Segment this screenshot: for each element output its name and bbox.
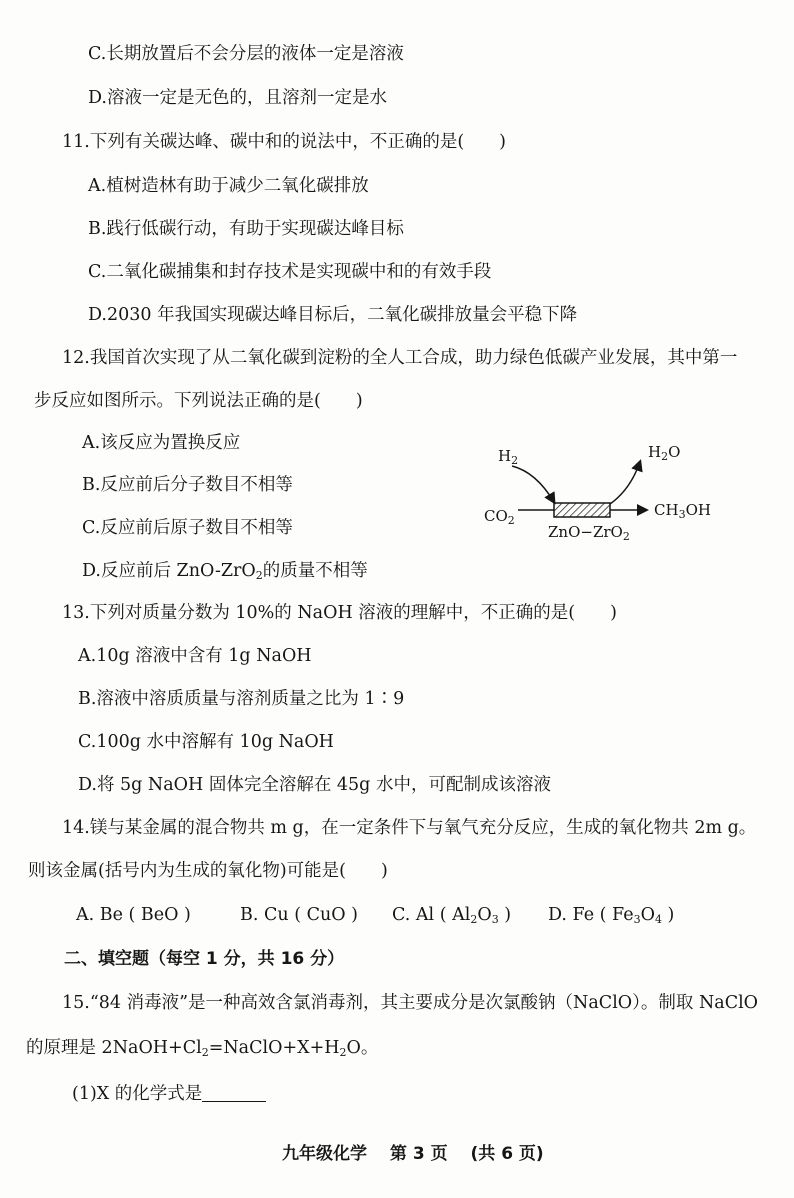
ch3oh-label: $CH_3OH$ <box>654 501 711 521</box>
q11-option-c: C.二氧化碳捕集和封存技术是实现碳中和的有效手段 <box>88 262 492 282</box>
catalyst-label: ZnO−ZrO$_2$ <box>548 523 630 543</box>
q11-stem: 11.下列有关碳达峰、碳中和的说法中，不正确的是( ) <box>62 132 506 152</box>
h2-label: $H_2$ <box>498 447 519 467</box>
q13-option-b: B.溶液中溶质质量与溶剂质量之比为 1∶9 <box>78 689 405 709</box>
h2o-arrow <box>610 462 640 504</box>
section-heading: 二、填空题（每空 1 分，共 16 分） <box>64 949 345 969</box>
q14-option-b: B. Cu ( CuO ) <box>240 905 358 925</box>
q14-stem-line2: 则该金属(括号内为生成的氧化物)可能是( ) <box>28 861 388 881</box>
q11-option-d: D.2030 年我国实现碳达峰目标后，二氧化碳排放量会平稳下降 <box>88 305 578 325</box>
q12-option-a: A.该反应为置换反应 <box>82 433 241 453</box>
q13-stem: 13.下列对质量分数为 10%的 NaOH 溶液的理解中，不正确的是( ) <box>62 603 617 623</box>
reaction-diagram <box>470 432 750 556</box>
q15-subquestion-1: (1)X 的化学式是 <box>72 1082 266 1106</box>
q15-stem-line1: 15.“84 消毒液”是一种高效含氯消毒剂，其主要成分是次氯酸钠（NaClO）。制取 NaClO <box>62 993 759 1013</box>
q12-option-c: C.反应前后原子数目不相等 <box>82 518 293 538</box>
q11-option-b: B.践行低碳行动，有助于实现碳达峰目标 <box>88 219 404 239</box>
q11-option-a: A.植树造林有助于减少二氧化碳排放 <box>88 176 369 196</box>
catalyst-bar <box>554 503 610 517</box>
q12-option-d: D.反应前后 ZnO-ZrO$_2$的质量不相等 <box>82 561 368 582</box>
h2-arrow <box>512 466 554 502</box>
q13-option-d: D.将 5g NaOH 固体完全溶解在 45g 水中，可配制成该溶液 <box>78 775 551 795</box>
q12-stem-line2: 步反应如图所示。下列说法正确的是( ) <box>34 391 363 411</box>
q14-stem-line1: 14.镁与某金属的混合物共 m g，在一定条件下与氧气充分反应，生成的氧化物共 2m g。 <box>62 818 757 838</box>
q10-option-d: D.溶液一定是无色的，且溶剂一定是水 <box>88 88 387 108</box>
page-footer: 九年级化学 第 3 页 (共 6 页) <box>282 1144 544 1164</box>
q13-option-a: A.10g 溶液中含有 1g NaOH <box>78 646 312 666</box>
answer-blank[interactable] <box>202 1083 266 1102</box>
q12-stem-line1: 12.我国首次实现了从二氧化碳到淀粉的全人工合成，助力绿色低碳产业发展，其中第一 <box>62 348 738 368</box>
q15-stem-line2: 的原理是 $2NaOH+Cl_2=NaClO+X+H_2O$。 <box>26 1038 379 1059</box>
q12-option-b: B.反应前后分子数目不相等 <box>82 475 293 495</box>
h2o-label: $H_2O$ <box>648 443 681 463</box>
q14-option-c: C. Al ( $Al_2O_3$ ) <box>392 905 512 926</box>
co2-label: $CO_2$ <box>484 507 515 527</box>
q13-option-c: C.100g 水中溶解有 10g NaOH <box>78 732 334 752</box>
q14-option-d: D. Fe ( $Fe_3O_4$ ) <box>548 905 675 926</box>
q10-option-c: C.长期放置后不会分层的液体一定是溶液 <box>88 44 404 64</box>
q14-option-a: A. Be ( BeO ) <box>76 905 191 925</box>
